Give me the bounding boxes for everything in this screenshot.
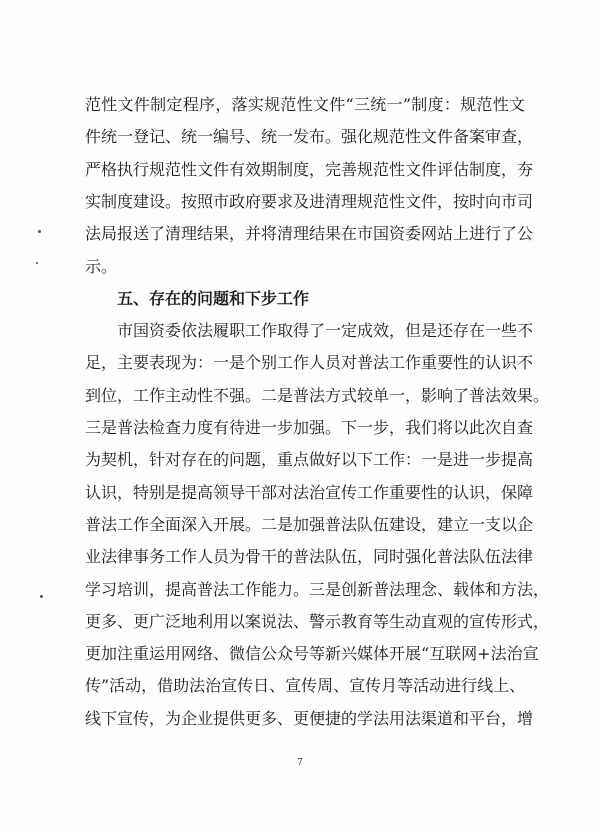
text-line: 为契机，针对存在的问题，重点做好以下工作：一是进一步提高	[85, 450, 534, 470]
text-line: 严格执行规范性文件有效期制度，完善规范性文件评估制度，夯	[85, 159, 534, 179]
page-number: 7	[297, 758, 303, 768]
scan-speck	[38, 230, 41, 233]
section-heading: 五、存在的问题和下步工作	[117, 288, 310, 308]
text-line: 示。	[85, 256, 118, 276]
text-line: 普法工作全面深入开展。二是加强普法队伍建设，建立一支以企	[85, 514, 534, 534]
text-line: 更加注重运用网络、微信公众号等新兴媒体开展“互联网+法治宣	[85, 644, 539, 664]
text-line: 认识，特别是提高领导干部对法治宣传工作重要性的认识，保障	[85, 482, 534, 502]
text-line: 市国资委依法履职工作取得了一定成效，但是还存在一些不	[117, 321, 534, 341]
text-line: 传”活动，借助法治宣传日、宣传周、宣传月等活动进行线上、	[85, 676, 526, 696]
scan-speck	[40, 595, 43, 598]
text-line: 三是普法检查力度有待进一步加强。下一步，我们将以此次自查	[85, 418, 534, 437]
text-line: 到位，工作主动性不强。二是普法方式较单一，影响了普法效果。	[85, 385, 550, 405]
scan-speck	[36, 262, 38, 264]
text-line: 足，主要表现为：一是个别工作人员对普法工作重要性的认识不	[85, 353, 534, 373]
text-line: 更多、更广泛地利用以案说法、警示教育等生动直观的宣传形式，	[85, 611, 550, 631]
text-line: 件统一登记、统一编号、统一发布。强化规范性文件备案审查，	[85, 127, 534, 147]
text-line: 业法律事务工作人员为骨干的普法队伍，同时强化普法队伍法律	[85, 547, 534, 567]
text-line: 实制度建设。按照市政府要求及进清理规范性文件，按时向市司	[85, 191, 534, 211]
text-line: 范性文件制定程序，落实规范性文件“三统一”制度：规范性文	[85, 95, 525, 114]
text-line: 线下宣传，为企业提供更多、更便捷的学法用法渠道和平台，增	[85, 708, 534, 728]
text-line: 法局报送了清理结果，并将清理结果在市国资委网站上进行了公	[85, 224, 534, 244]
text-line: 学习培训，提高普法工作能力。三是创新普法理念、载体和方法，	[85, 579, 550, 599]
